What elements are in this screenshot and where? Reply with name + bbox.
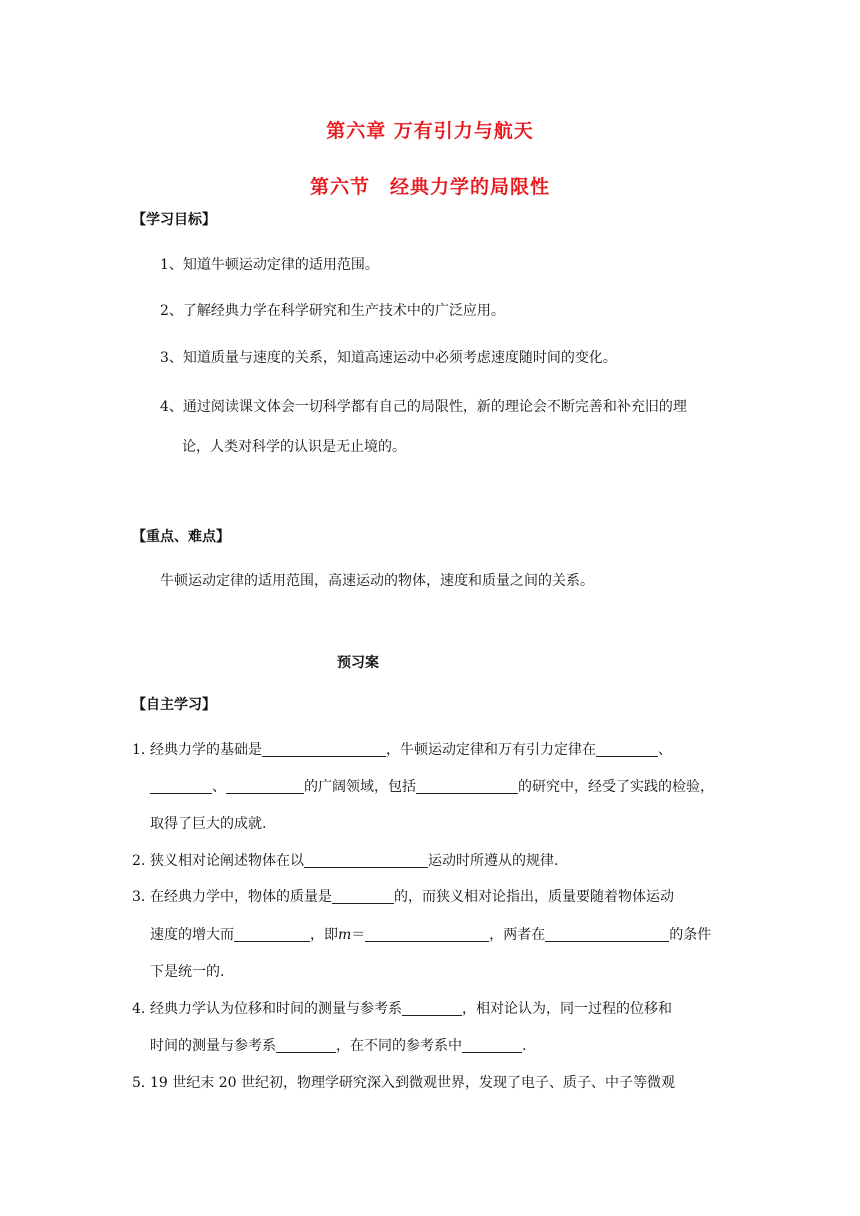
mass-symbol: m <box>338 927 352 943</box>
question-1-line-2: 、 的广阔领域，包括 的研究中，经受了实践的检验， <box>150 776 714 796</box>
chapter-title: 第六章 万有引力与航天 <box>326 120 534 142</box>
fill-blank[interactable] <box>226 779 304 794</box>
preview-title: 预习案 <box>337 655 379 671</box>
question-5: 5．19 世纪末 20 世纪初，物理学研究深入到微观世界，发现了电子、质子、中子等微观 <box>132 1072 675 1092</box>
fill-blank[interactable] <box>596 742 658 757</box>
fill-blank[interactable] <box>262 742 386 757</box>
objective-item: 4、通过阅读课文体会一切科学都有自己的局限性，新的理论会不断完善和补充旧的理 <box>160 399 687 415</box>
objective-item-continuation: 论，人类对科学的认识是无止境的。 <box>182 439 406 455</box>
objective-item: 2、了解经典力学在科学研究和生产技术中的广泛应用。 <box>160 303 505 319</box>
question-2: 2．狭义相对论阐述物体在以 运动时所遵从的规律. <box>132 850 558 870</box>
fill-blank[interactable] <box>332 889 394 904</box>
question-4: 4．经典力学认为位移和时间的测量与参考系 ，相对论认为，同一过程的位移和 <box>132 998 672 1018</box>
fill-blank[interactable] <box>402 1001 462 1016</box>
objective-item: 1、知道牛顿运动定律的适用范围。 <box>160 257 379 273</box>
self-study-heading: 【自主学习】 <box>132 697 216 713</box>
question-4-line-2: 时间的测量与参考系 ，在不同的参考系中 . <box>150 1038 527 1054</box>
question-1: 1．经典力学的基础是 ，牛顿运动定律和万有引力定律在 、 <box>132 739 672 759</box>
fill-blank[interactable] <box>416 779 518 794</box>
question-3-line-2: 速度的增大而 ，即m＝ ，两者在 的条件 <box>150 927 712 943</box>
fill-blank[interactable] <box>276 1038 336 1053</box>
fill-blank[interactable] <box>545 927 669 942</box>
key-points-heading: 【重点、难点】 <box>132 529 230 545</box>
section-title: 第六节 经典力学的局限性 <box>309 176 550 198</box>
question-number: 2． <box>132 853 155 869</box>
question-3: 3．在经典力学中，物体的质量是 的，而狭义相对论指出，质量要随着物体运动 <box>132 886 674 906</box>
objectives-heading: 【学习目标】 <box>132 212 216 228</box>
question-number: 4． <box>132 1001 155 1017</box>
fill-blank[interactable] <box>304 853 428 868</box>
fill-blank[interactable] <box>462 1038 522 1053</box>
fill-blank[interactable] <box>365 927 489 942</box>
question-number: 5． <box>132 1075 155 1091</box>
objective-item: 3、知道质量与速度的关系，知道高速运动中必须考虑速度随时间的变化。 <box>160 350 617 366</box>
question-3-line-3: 下是统一的. <box>150 964 225 980</box>
fill-blank[interactable] <box>234 927 310 942</box>
question-number: 1． <box>132 742 155 758</box>
key-points-text: 牛顿运动定律的适用范围，高速运动的物体，速度和质量之间的关系。 <box>160 573 594 589</box>
fill-blank[interactable] <box>150 779 212 794</box>
question-1-line-3: 取得了巨大的成就. <box>150 816 267 832</box>
question-number: 3． <box>132 889 155 905</box>
